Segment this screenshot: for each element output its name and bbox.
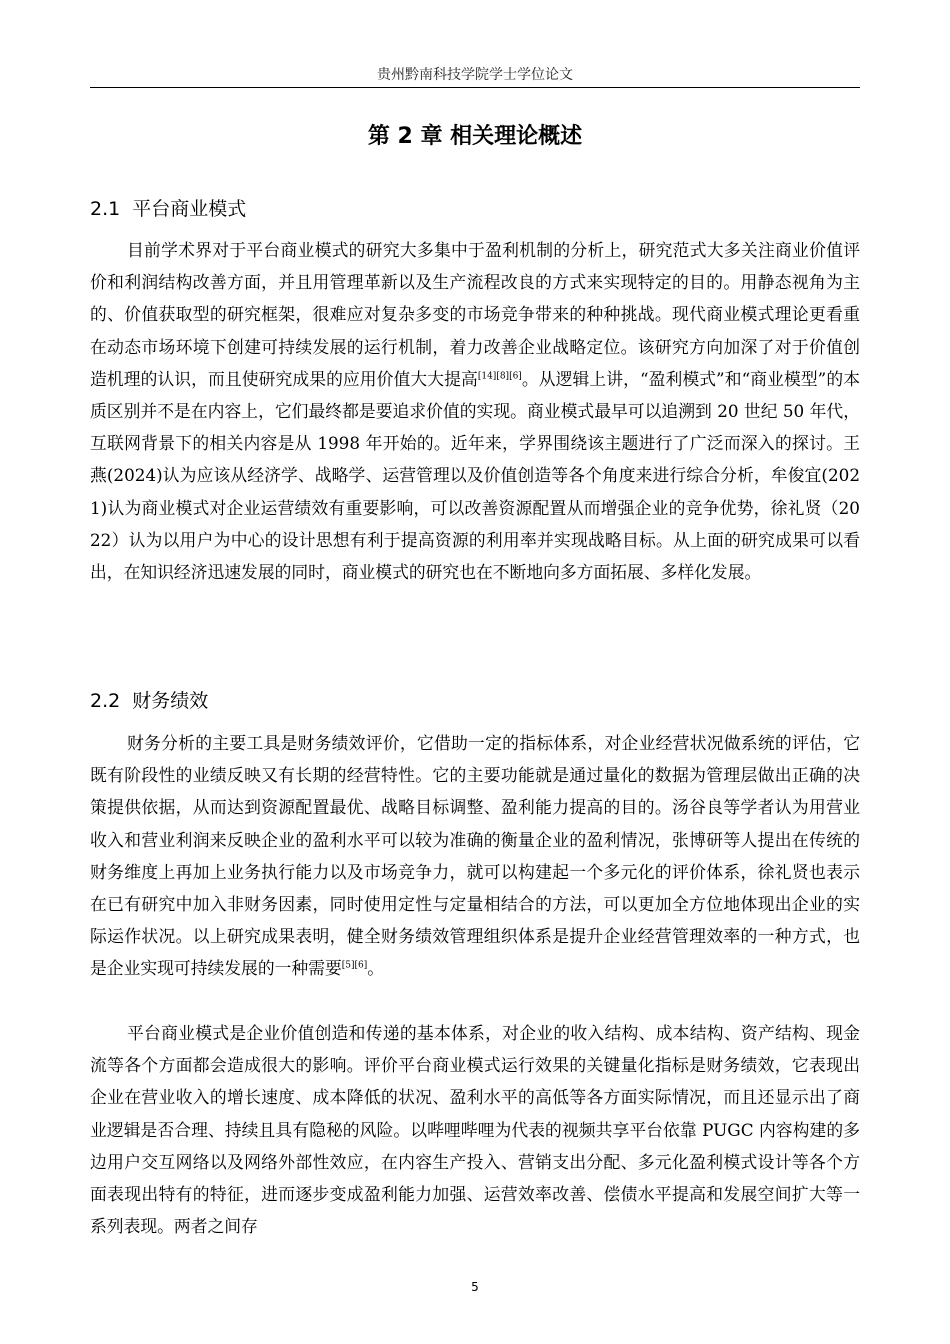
- section-number: 2.1: [90, 198, 121, 220]
- running-header: 贵州黔南科技学院学士学位论文: [90, 66, 860, 88]
- section-number: 2.2: [90, 690, 121, 712]
- citation: [14][8][6]: [477, 371, 522, 382]
- section-heading-2-2: [90, 687, 208, 715]
- chapter-title: 第 2 章 相关理论概述: [367, 124, 583, 149]
- citation: [5][6]: [341, 960, 368, 971]
- paragraph-text: 。从逻辑上讲，“盈利模式”和“商业模型”的本质区别并不是在内容上，它们最终都是要追求价值的实现。商业模式最早可以追溯到 20 世纪 50 年代，互联网背景下的相关内容是从 1998 年开始的。近年来，学界围绕该主题进行了广泛而深入的探讨。王燕(2024)认为应该从经济学、战略学、运营管理以及价值创造等各个角度来进行综合分析，牟俊宜(2021)认为商业模式对企业运营绩效有重要影响，可以改善资源配置从而增强企业的竞争优势，徐礼贤（2022）认为以用户为中心的设计思想有利于提高资源的利用率并实现战略目标。从上面的研究成果可以看出，在知识经济迅速发展的同时，商业模式的研究也在不断地向多方面拓展、多样化发展。: [90, 368, 860, 583]
- paragraph-2-1-1: [90, 234, 860, 588]
- paragraph-2-2-1: [90, 727, 860, 985]
- paragraph-text: 平台商业模式是企业价值创造和传递的基本体系，对企业的收入结构、成本结构、资产结构、现金流等各个方面都会造成很大的影响。评价平台商业模式运行效果的关键量化指标是财务绩效，它表现出企业在营业收入的增长速度、成本降低的状况、盈利水平的高低等各方面实际情况，而且还显示出了商业逻辑是否合理、持续且具有隐秘的风险。以哔哩哔哩为代表的视频共享平台依靠 PUGC 内容构建的多边用户交互网络以及网络外部性效应，在内容生产投入、营销支出分配、多元化盈利模式设计等各个方面表现出特有的特征，进而逐步变成盈利能力加强、运营效率改善、偿债水平提高和发展空间扩大等一系列表现。两者之间存: [90, 1023, 860, 1237]
- section-title: 财务绩效: [132, 690, 209, 712]
- paragraph-text: 财务分析的主要工具是财务绩效评价，它借助一定的指标体系，对企业经营状况做系统的评估，它既有阶段性的业绩反映又有长期的经营特性。它的主要功能就是通过量化的数据为管理层做出正确的决策提供依据，从而达到资源配置最优、战略目标调整、盈利能力提高的目的。汤谷良等学者认为用营业收入和营业利润来反映企业的盈利水平可以较为准确的衡量企业的盈利情况，张博研等人提出在传统的财务维度上再加上业务执行能力以及市场竞争力，就可以构建起一个多元化的评价体系，徐礼贤也表示在已有研究中加入非财务因素，同时使用定性与定量相结合的方法，可以更加全方位地体现出企业的实际运作状况。以上研究成果表明，健全财务绩效管理组织体系是提升企业经营管理效率的一种方式，也是企业实现可持续发展的一种需要: [90, 733, 860, 979]
- page-number: 5: [471, 1280, 479, 1294]
- paragraph-text: 。: [367, 958, 385, 979]
- section-title: 平台商业模式: [132, 198, 247, 220]
- paragraph-2-2-2: [90, 1017, 860, 1242]
- section-heading-2-1: [90, 195, 246, 223]
- paragraph-text: 目前学术界对于平台商业模式的研究大多集中于盈利机制的分析上，研究范式大多关注商业价值评价和利润结构改善方面，并且用管理革新以及生产流程改良的方式来实现特定的目的。用静态视角为主的、价值获取型的研究框架，很难应对复杂多变的市场竞争带来的种种挑战。现代商业模式理论更看重在动态市场环境下创建可持续发展的运行机制，着力改善企业战略定位。该研究方向加深了对于价值创造机理的认识，而且使研究成果的应用价值大大提高: [90, 240, 860, 389]
